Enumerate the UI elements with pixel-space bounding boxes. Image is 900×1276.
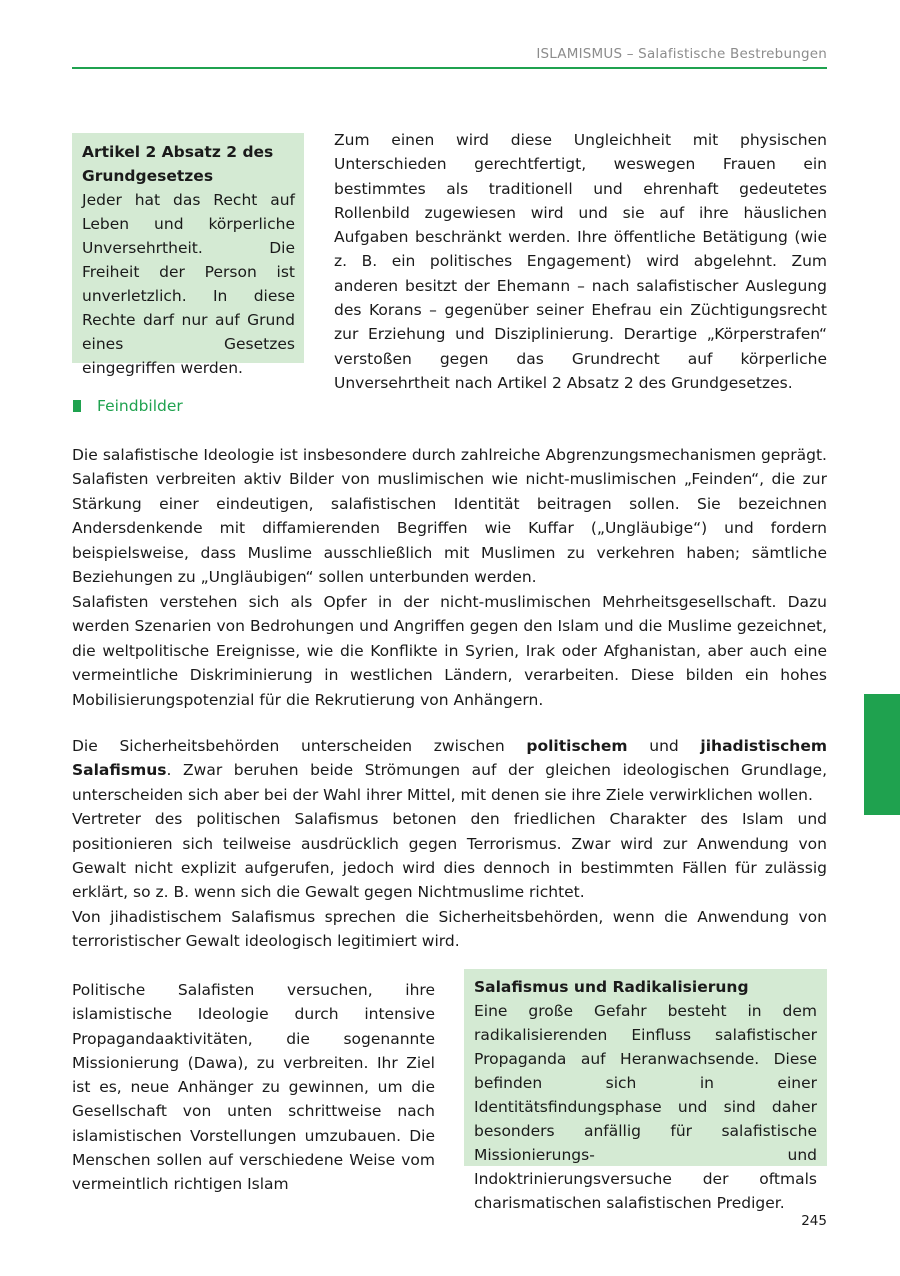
infobox-grundgesetz-title: Artikel 2 Absatz 2 des Grundgesetzes <box>82 143 274 185</box>
paragraph-missionierung: Politische Salafisten versuchen, ihre islamistische Ideologie durch intensive Propagandaaktivitäten, die sogenannte Missionierung (Dawa), zu verbreiten. Ihr Ziel ist es, neue Anhänger zu gewinnen, um die Gesellschaft von unten schrittweise nach islamistischen Vorstellungen umzubauen. Die Menschen sollen auf verschiedene Weise vom vermeintlich richtigen Islam <box>72 981 435 1194</box>
para3-tail: . Zwar beruhen beide Strömungen auf der gleichen ideologischen Grundlage, unterscheiden sich aber bei der Wahl ihrer Mittel, mit denen sie ihre Ziele verwirklichen wollen. <box>72 761 827 804</box>
infobox-grundgesetz-body: Jeder hat das Recht auf Leben und körperliche Unversehrtheit. Die Freiheit der Person ist unverletzlich. In diese Rechte darf nur auf Grund eines Gesetzes eingegriffen werden. <box>82 191 295 377</box>
intro-paragraph: Zum einen wird diese Ungleichheit mit physischen Unterschieden gerechtfertigt, weswegen Frauen ein bestimmtes als traditionell und ehrenhaft gedeutetes Rollenbild zugewiesen wird und sie auf ihre häuslichen Aufgaben beschränkt werden. Ihre öffentliche Betätigung (wie z. B. ein politisches Engagement) wird abgelehnt. Zum anderen besitzt der Ehemann – nach salafistischer Auslegung des Korans – gegenüber seiner Ehefrau ein Züchtigungsrecht zur Erziehung und Disziplinierung. Derartige „Körperstrafen“ verstoßen gegen das Grundrecht auf körperliche Unversehrtheit nach Artikel 2 Absatz 2 des Grundgesetzes. <box>334 131 827 392</box>
header-rule <box>72 67 827 69</box>
section-marker-icon <box>73 400 81 412</box>
page-number: 245 <box>801 1213 827 1229</box>
infobox-radikalisierung-body: Eine große Gefahr besteht in dem radikalisierenden Einfluss salafistischer Propaganda auf Heranwachsende. Diese befinden sich in einer Identitätsfindungsphase und sind daher besonders anfällig für salafistische Missionierungs- und Indoktrinierungsversuche der oftmals charismatischen salafistischen Prediger. <box>474 1002 817 1212</box>
para3-political-details: Vertreter des politischen Salafismus betonen den friedlichen Charakter des Islam und positionieren sich teilweise ausdrücklich gegen Terrorismus. Zwar wird zur Anwendung von Gewalt nicht explizit aufgerufen, jedoch wird dies dennoch in bestimmten Fällen für zulässig erklärt, so z. B. wenn sich die Gewalt gegen Nichtmuslime richtet. <box>72 810 827 902</box>
para3-mid: und <box>627 737 701 755</box>
paragraph-feindbilder-2: Salafisten verstehen sich als Opfer in der nicht-muslimischen Mehrheitsgesellschaft. Dazu werden Szenarien von Bedrohungen und Angriffen gegen den Islam und die Muslime gezeichnet, die weltpolitische Ereignisse, wie die Konflikte in Syrien, Irak oder Afghanistan, aber auch eine vermeintliche Diskriminierung in westlichen Ländern, verarbeiten. Diese bilden ein hohes Mobilisierungspotenzial für die Rekrutierung von Anhängern. <box>72 593 827 709</box>
running-header: ISLAMISMUS – Salafistische Bestrebungen <box>536 46 827 62</box>
para3-term-jihadist: jihadistischem Salafismus <box>72 737 827 780</box>
infobox-radikalisierung <box>464 969 827 1212</box>
chapter-side-tab <box>864 694 900 815</box>
para3-term-political: politischem <box>526 737 628 755</box>
infobox-radikalisierung-title: Salafismus und Radikalisierung <box>474 978 749 996</box>
para3-jihadist-details: Von jihadistischem Salafismus sprechen die Sicherheitsbehörden, wenn die Anwendung von terroristischer Gewalt ideologisch legitimiert wird. <box>72 907 827 951</box>
paragraph-salafismus-types <box>72 734 827 954</box>
section-heading-label: Feindbilder <box>97 397 183 415</box>
infobox-grundgesetz <box>72 133 304 377</box>
section-heading <box>73 397 183 415</box>
para3-lead: Die Sicherheitsbehörden unterscheiden zwischen <box>72 737 527 755</box>
paragraph-feindbilder-1: Die salafistische Ideologie ist insbesondere durch zahlreiche Abgrenzungsmechanismen geprägt. Salafisten verbreiten aktiv Bilder von muslimischen wie nicht-muslimischen „Feinden“, die zur Stärkung einer eindeutigen, salafistischen Identität beitragen sollen. Sie bezeichnen Andersdenkende mit diffamierenden Begriffen wie Kuffar („Ungläubige“) und fordern beispielsweise, dass Muslime ausschließlich mit Muslimen zu verkehren haben; sämtliche Beziehungen zu „Ungläubigen“ sollen unterbunden werden. <box>72 446 827 587</box>
